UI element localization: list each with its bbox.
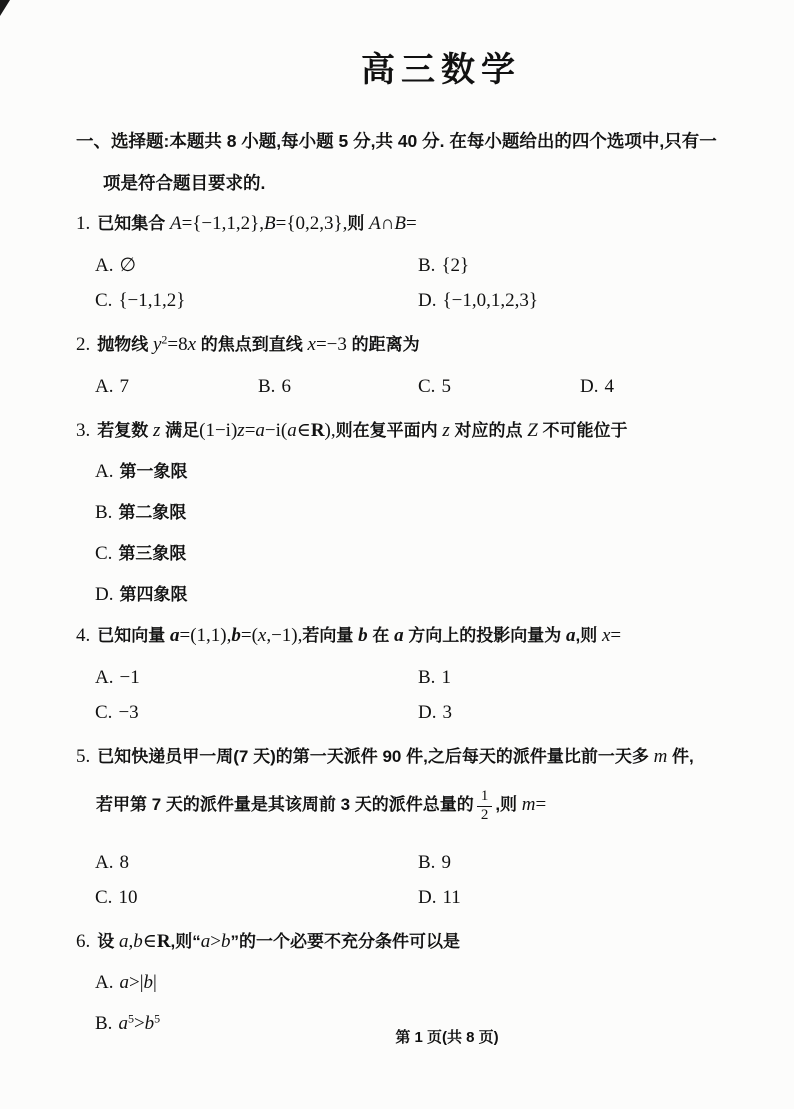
question-number: 4. [76,625,91,646]
option-label: A. [95,667,114,688]
option-value: 7 [119,376,129,397]
option-B [258,370,418,405]
option-label: D. [95,584,114,605]
section-header [76,120,770,204]
option-D [418,284,770,319]
option-D [418,881,770,916]
option-label: D. [418,290,437,311]
option-A [95,249,418,284]
question-5-stem-line2 [76,778,770,834]
option-C [95,696,418,731]
option-value: ∅ [119,255,137,276]
option-label: B. [95,1013,113,1034]
option-value: 第二象限 [118,503,187,522]
option-label: A. [95,255,114,276]
option-value: 第三象限 [118,544,187,563]
question-text: 已知集合 A={−1,1,2},B={0,2,3},则 A∩B= [97,213,417,234]
question-number: 5. [76,746,91,767]
option-value: {2} [441,255,470,276]
option-value: −1 [119,667,140,688]
option-value: 9 [441,852,451,873]
option-value: 6 [281,376,291,397]
option-A [95,370,258,405]
question-text: 已知向量 a=(1,1),b=(x,−1),若向量 b 在 a 方向上的投影向量为 a,则 x= [97,625,622,646]
option-A [95,963,770,1004]
option-label: D. [418,887,437,908]
question-number: 3. [76,420,91,441]
option-A [95,661,418,696]
option-value: 1 [441,667,451,688]
option-label: A. [95,461,114,482]
question-3 [76,411,770,616]
option-label: B. [95,502,113,523]
option-label: A. [95,852,114,873]
option-value: 第四象限 [119,585,188,604]
option-D [95,575,770,616]
option-C [95,534,770,575]
question-1-stem [76,204,770,245]
question-5 [76,737,770,916]
option-value: −3 [118,702,139,723]
question-2 [76,325,770,405]
question-2-options [76,370,770,405]
option-B [418,249,770,284]
question-4 [76,616,770,731]
question-text: 设 a,b∈R,则“a>b”的一个必要不充分条件可以是 [97,931,460,952]
option-A [95,846,418,881]
question-3-options [76,452,770,616]
option-D [580,370,770,405]
option-B [418,846,770,881]
question-text: 已知快递员甲一周(7 天)的第一天派件 90 件,之后每天的派件量比前一天多 m 件, [97,746,694,767]
option-C [95,284,418,319]
option-value: {−1,0,1,2,3} [442,290,538,311]
question-5-stem-line1 [76,737,770,778]
option-value: 11 [442,887,461,908]
page-footer: 第 1 页(共 8 页) [395,1029,499,1046]
section-header-line1: 一、选择题:本题共 8 小题,每小题 5 分,共 40 分. 在每小题给出的四个选项中,只有一 [76,131,717,151]
option-B [418,661,770,696]
option-label: C. [95,887,113,908]
option-label: C. [95,543,113,564]
question-5-options [76,846,770,916]
option-D [418,696,770,731]
question-number: 6. [76,931,91,952]
option-value: $a^5>b^5$ [118,1011,161,1034]
question-text: 若甲第 7 天的派件量是其该周前 3 天的派件总量的 $\frac{1}{2}$ ,则 m= [96,788,547,823]
option-value: 4 [604,376,614,397]
option-label: D. [418,702,437,723]
option-value: a>|b| [119,972,157,993]
question-number: 2. [76,334,91,355]
question-1 [76,204,770,319]
question-3-stem [76,411,770,452]
section-header-line2: 项是符合题目要求的. [103,173,266,193]
option-label: C. [95,290,113,311]
option-label: C. [418,376,436,397]
option-value: 5 [441,376,451,397]
question-4-options [76,661,770,731]
option-value: {−1,1,2} [118,290,186,311]
option-C [95,881,418,916]
option-value: 3 [442,702,452,723]
option-C [418,370,580,405]
option-label: B. [418,852,436,873]
option-value: 10 [118,887,138,908]
option-label: A. [95,972,114,993]
option-label: B. [418,255,436,276]
question-2-stem [76,325,770,366]
option-A [95,452,770,493]
question-text: 若复数 z 满足(1−i)z=a−i(a∈R),则在复平面内 z 对应的点 Z 不可能位于 [97,420,628,441]
option-label: C. [95,702,113,723]
option-B [95,493,770,534]
option-value: 8 [119,852,129,873]
question-4-stem [76,616,770,657]
question-1-options [76,249,770,319]
page-title: 高三数学 [361,51,521,89]
question-number: 1. [76,213,91,234]
scan-corner-artifact [0,0,10,16]
option-value: 第一象限 [119,462,188,481]
option-label: D. [580,376,599,397]
question-6-stem [76,922,770,963]
option-label: A. [95,376,114,397]
question-text: 抛物线 $y^2=8x$ 的焦点到直线 x=−3 的距离为 [97,332,420,355]
option-label: B. [418,667,436,688]
option-label: B. [258,376,276,397]
